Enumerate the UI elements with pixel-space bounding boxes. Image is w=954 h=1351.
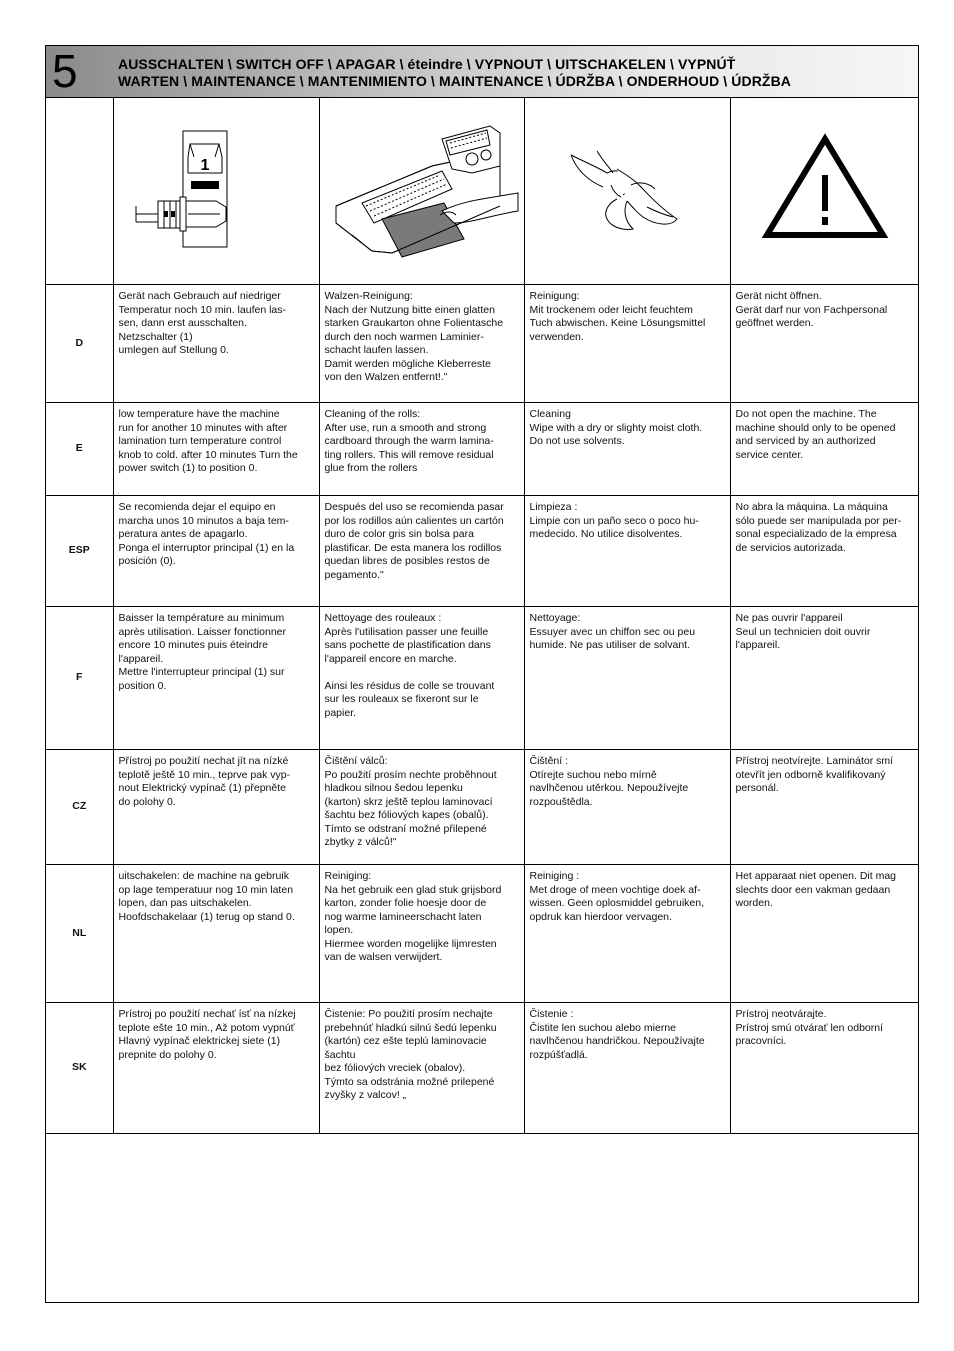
table-row: [46, 1003, 918, 1134]
switch-off-text: low temperature have the machine run for another 10 minutes with after lamination turn temperature control knob to cold. after 10 minutes Turn the power switch (1) to position 0.: [113, 403, 319, 496]
table-row: [46, 403, 918, 496]
switch-off-text: Gerät nach Gebrauch auf niedriger Temperatur noch 10 min. laufen las- sen, dann erst ausschalten. Netzschalter (1) umlegen auf Stellung 0.: [113, 285, 319, 403]
section-title-line-1: AUSSCHALTEN \ SWITCH OFF \ APAGAR \ éteindre \ VYPNOUT \ UITSCHAKELEN \ VYPNÚŤ: [118, 56, 736, 72]
warning-text: Het apparaat niet openen. Dit mag slechts door een vakman gedaan worden.: [730, 865, 918, 1003]
warning-text: Gerät nicht öffnen. Gerät darf nur von Fachpersonal geöffnet werden.: [730, 285, 918, 403]
table-row: [46, 750, 918, 865]
warning-triangle-icon: [730, 97, 918, 285]
language-code: E: [46, 403, 113, 496]
maintenance-section: [45, 45, 919, 1303]
cleaning-text: Limpieza : Limpie con un paño seco o poco hu- medecido. No utilice disolventes.: [524, 496, 730, 607]
warning-text: Ne pas ouvrir l'appareil Seul un technicien doit ouvrir l'appareil.: [730, 607, 918, 750]
table-row: [46, 496, 918, 607]
cleaning-text: Čištění : Otírejte suchou nebo mírně navlhčenou utěrkou. Nepoužívejte rozpouštědla.: [524, 750, 730, 865]
switch-off-text: Se recomienda dejar el equipo en marcha unos 10 minutos a baja tem- peratura antes de apagarlo. Ponga el interruptor principal (1) en la posición (0).: [113, 496, 319, 607]
roller-cleaning-text: Čistenie: Po použití prosím nechajte prebehnúť hladkú silnú šedú lepenku (kartón) cez ešte teplú laminovacie šachtu bez fóliových vreciek (obalov). Týmto sa odstránia možné prilepené zvyšky z valcov! „: [319, 1003, 524, 1134]
roller-cleaning-text: Cleaning of the rolls: After use, run a smooth and strong cardboard through the warm lamina- ting rollers. This will remove residual glue from the rollers: [319, 403, 524, 496]
language-code: NL: [46, 865, 113, 1003]
roller-cleaning-text: Nettoyage des rouleaux : Après l'utilisation passer une feuille sans pochette de plastification dans l'appareil encore en marche. Ainsi les résidus de colle se trouvant sur les rouleaux se fixeront sur le papier.: [319, 607, 524, 750]
warning-text: Prístroj neotvárajte. Prístroj smú otvárať len odborní pracovníci.: [730, 1003, 918, 1134]
language-code: ESP: [46, 496, 113, 607]
roller-cleaning-text: Čištění válců: Po použití prosím nechte proběhnout hladkou silnou šedou lepenku (karton) skrz ještě teplou laminovací šachtu bez fóliových kapes (obalů). Tímto se odstraní možné přilepené zbytky z válců!": [319, 750, 524, 865]
roller-cleaning-text: Walzen-Reinigung: Nach der Nutzung bitte einen glatten starken Graukarton ohne Folientasche durch den noch warmen Laminier- schacht laufen lassen. Damit werden mögliche Kleberreste von den Walzen entfernt!.": [319, 285, 524, 403]
warning-text: Přístroj neotvírejte. Laminátor smí otevřít jen odborně kvalifikovaný personál.: [730, 750, 918, 865]
language-code: CZ: [46, 750, 113, 865]
roller-cleaning-text: Después del uso se recomienda pasar por los rodillos aún calientes un cartón duro de color gris sin bolsa para plastificar. De esta manera los rodillos quedan libres de posibles restos de pegamento.": [319, 496, 524, 607]
power-switch-icon: [113, 97, 319, 285]
cleaning-text: Reiniging : Met droge of meen vochtige doek af- wissen. Geen oplosmiddel gebruiken, opdruk kan hierdoor vervagen.: [524, 865, 730, 1003]
empty-cell: [46, 97, 113, 285]
switch-off-text: Prístroj po použití nechať ísť na nízkej teplote ešte 10 min., Až potom vypnúť Hlavný vypínač elektrickej siete (1) prepnite do polohy 0.: [113, 1003, 319, 1134]
roller-cleaning-text: Reiniging: Na het gebruik een glad stuk grijsbord karton, zonder folie hoesje door de nog warme lamineerschacht laten lopen. Hiermee worden mogelijke lijmresten van de walsen verwijdert.: [319, 865, 524, 1003]
switch-label: 1: [200, 156, 210, 174]
language-code: SK: [46, 1003, 113, 1134]
section-title-line-2: WARTEN \ MAINTENANCE \ MANTENIMIENTO \ MAINTENANCE \ ÚDRŽBA \ ONDERHOUD \ ÚDRŽBA: [118, 73, 791, 89]
warning-text: No abra la máquina. La máquina sólo puede ser manipulada por per- sonal especializado de la empresa de servicios autorizada.: [730, 496, 918, 607]
table-row: [46, 865, 918, 1003]
cleaning-text: Čistenie : Čistite len suchou alebo mierne navlhčenou handričkou. Nepoužívajte rozpúšťadlá.: [524, 1003, 730, 1134]
switch-off-text: Baisser la température au minimum après utilisation. Laisser fonctionner encore 10 minutes puis éteindre l'appareil. Mettre l'interrupteur principal (1) sur position 0.: [113, 607, 319, 750]
cleaning-cloth-icon: [524, 97, 730, 285]
switch-off-text: Přístroj po použití nechat jít na nízké teplotě ještě 10 min., teprve pak vyp- nout Elektrický vypínač (1) přepněte do polohy 0.: [113, 750, 319, 865]
cleaning-text: Nettoyage: Essuyer avec un chiffon sec ou peu humide. Ne pas utiliser de solvant.: [524, 607, 730, 750]
cleaning-text: Cleaning Wipe with a dry or slighty moist cloth. Do not use solvents.: [524, 403, 730, 496]
language-code: D: [46, 285, 113, 403]
laminator-icon: [319, 97, 524, 285]
warning-text: Do not open the machine. The machine should only to be opened and serviced by an authorized service center.: [730, 403, 918, 496]
section-header: [46, 46, 918, 98]
section-number: 5: [52, 45, 78, 97]
illustration-row: [46, 97, 918, 285]
cleaning-text: Reinigung: Mit trockenem oder leicht feuchtem Tuch abwischen. Keine Lösungsmittel verwenden.: [524, 285, 730, 403]
switch-off-text: uitschakelen: de machine na gebruik op lage temperatuur nog 10 min laten lopen, dan pas uitschakelen. Hoofdschakelaar (1) terug op stand 0.: [113, 865, 319, 1003]
table-row: [46, 607, 918, 750]
language-code: F: [46, 607, 113, 750]
instructions-table: [46, 97, 918, 1134]
table-row: [46, 285, 918, 403]
